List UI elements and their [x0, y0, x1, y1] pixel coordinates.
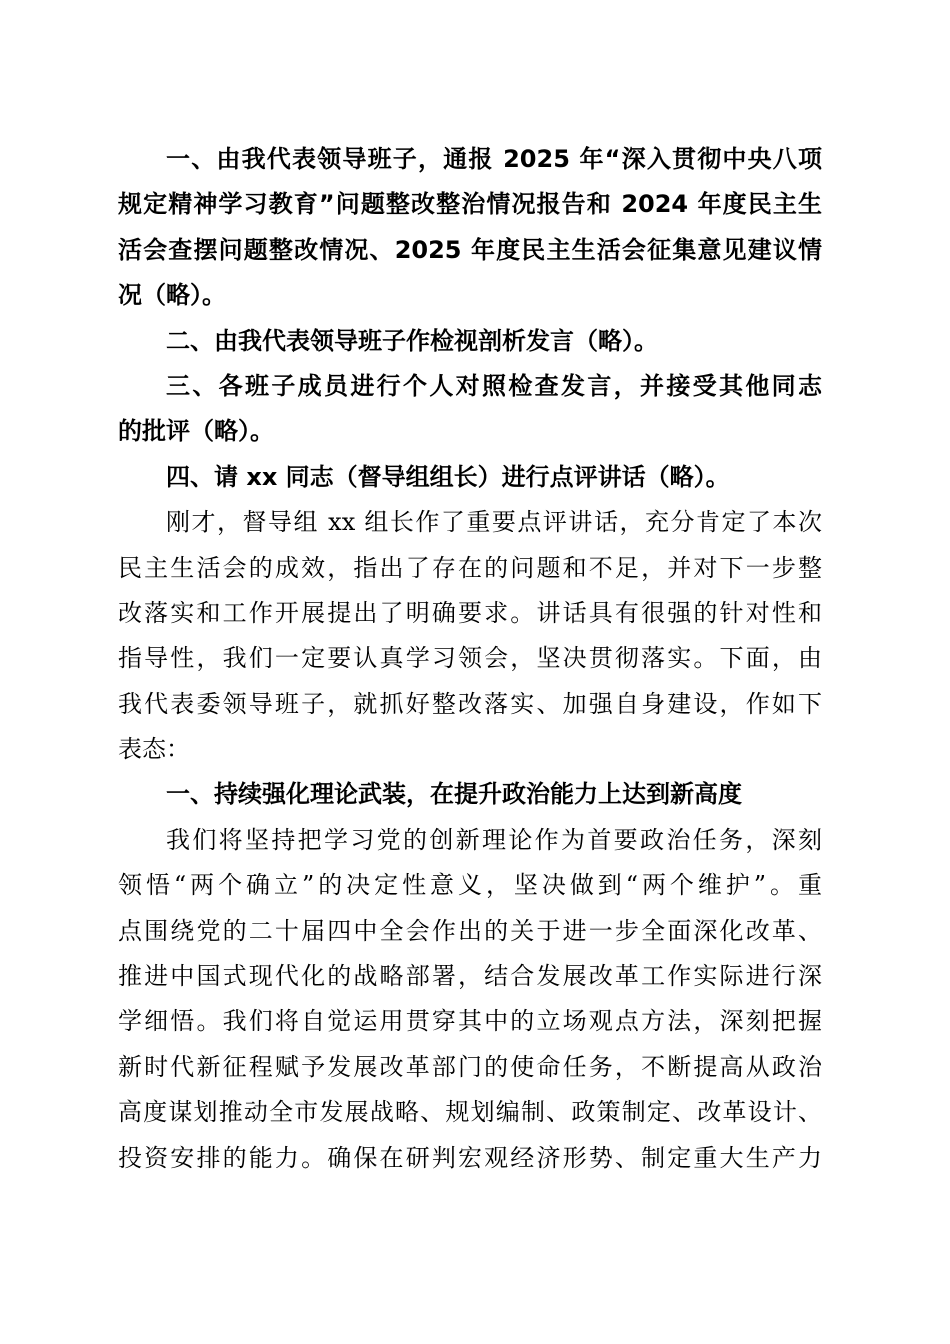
section-heading-paragraph: [118, 364, 822, 455]
text-line: 点围绕党的二十届四中全会作出的关于进一步全面深化改革、: [118, 916, 822, 945]
text-line: 三、各班子成员进行个人对照检查发言，并接受其他同志: [166, 371, 822, 400]
text-line: 刚才，督导组 xx 组长作了重要点评讲话，充分肯定了本次: [166, 508, 822, 537]
text-line: 表态：: [118, 735, 190, 764]
text-line: 投资安排的能力。确保在研判宏观经济形势、制定重大生产力: [118, 1143, 822, 1172]
text-line: 一、由我代表领导班子，通报 2025 年“深入贯彻中央八项: [166, 145, 822, 173]
text-line: 二、由我代表领导班子作检视剖析发言（略）。: [166, 326, 658, 355]
text-line: 高度谋划推动全市发展战略、规划编制、政策制定、改革设计、: [118, 1098, 822, 1127]
section-heading-paragraph: [118, 455, 822, 500]
text-line: 况（略）。: [118, 281, 226, 310]
text-line: 新时代新征程赋予发展改革部门的使命任务，不断提高从政治: [118, 1052, 822, 1081]
document-page: [118, 137, 822, 1181]
section-heading-paragraph: [118, 137, 822, 319]
text-line: 改落实和工作开展提出了明确要求。讲话具有很强的针对性和: [118, 598, 822, 627]
section-heading-paragraph: [118, 319, 822, 364]
text-line: 民主生活会的成效，指出了存在的问题和不足，并对下一步整: [118, 553, 822, 582]
text-line: 指导性，我们一定要认真学习领会，坚决贯彻落实。下面，由: [118, 644, 822, 673]
body-paragraph: [118, 500, 822, 772]
text-line: 我代表委领导班子，就抓好整改落实、加强自身建设，作如下: [118, 689, 822, 718]
text-line: 的批评（略）。: [118, 417, 274, 446]
text-line: 我们将坚持把学习党的创新理论作为首要政治任务，深刻: [166, 825, 822, 854]
text-line: 学细悟。我们将自觉运用贯穿其中的立场观点方法，深刻把握: [118, 1007, 822, 1036]
text-line: 规定精神学习教育”问题整改整治情况报告和 2024 年度民主生: [118, 190, 822, 219]
text-line: 活会查摆问题整改情况、2025 年度民主生活会征集意见建议情: [118, 235, 822, 264]
text-line: 推进中国式现代化的战略部署，结合发展改革工作实际进行深: [118, 962, 822, 991]
text-line: 四、请 xx 同志（督导组组长）进行点评讲话（略）。: [166, 462, 730, 491]
text-line: 一、持续强化理论武装，在提升政治能力上达到新高度: [166, 780, 742, 809]
text-line: 领悟“两个确立”的决定性意义，坚决做到“两个维护”。重: [118, 871, 822, 900]
section-heading-paragraph: [118, 772, 822, 817]
body-paragraph: [118, 818, 822, 1181]
